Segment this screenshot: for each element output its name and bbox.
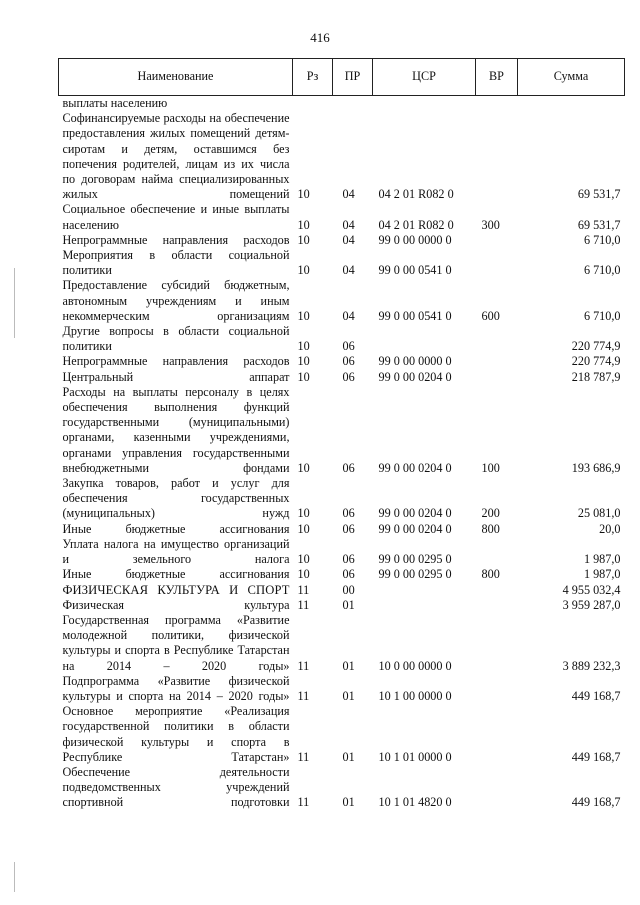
cell-vr (476, 583, 518, 598)
cell-name: Основное мероприятие «Реализация государственной политики в области физической культуры и спорта в Республике Татарстан» (62, 704, 290, 764)
margin-mark (14, 268, 15, 338)
cell-name: Расходы на выплаты персоналу в целях обеспечения выполнения функций государственными (муниципальными) органами, казенными учреждениями, органами управления государственными внебюджетными фондами (62, 384, 290, 475)
header-pr: ПР (333, 59, 373, 96)
cell-sum: 220 774,9 (571, 339, 621, 354)
cell-name: Центральный аппарат (62, 369, 290, 384)
cell-sum: 25 081,0 (577, 506, 621, 521)
table-row (59, 324, 625, 354)
cell-sum: 69 531,7 (577, 217, 621, 232)
cell-name: Предоставление субсидий бюджетным, автономным учреждениям и иным некоммерческим организациям (62, 278, 290, 323)
cell-vr (476, 674, 518, 704)
cell-vr (476, 96, 518, 112)
cell-csr: 04 2 01 R082 0 (378, 217, 454, 232)
cell-rz: 11 (297, 658, 310, 673)
cell-csr: 99 0 00 0295 0 (378, 552, 452, 567)
table-row (59, 354, 625, 369)
cell-name: Уплата налога на имущество организаций и земельного налога (62, 536, 290, 567)
cell-name: выплаты населению (62, 96, 168, 110)
cell-name: Софинансируемые расходы на обеспечение предоставления жилых помещений детям-сиротам и детям, оставшимся без попечения родителей, лицам из их числа по договорам найма специализированных жилых помещений (62, 111, 290, 202)
cell-pr: 00 (342, 582, 355, 597)
cell-sum: 3 959 287,0 (562, 597, 621, 612)
cell-pr: 01 (342, 658, 355, 673)
cell-vr (476, 537, 518, 567)
cell-rz: 10 (297, 567, 310, 582)
cell-csr: 04 2 01 R082 0 (378, 187, 454, 202)
cell-rz: 11 (297, 749, 310, 764)
cell-sum: 6 710,0 (583, 308, 621, 323)
cell-csr (373, 324, 476, 354)
cell-pr: 01 (342, 688, 355, 703)
table-header-row (59, 59, 625, 96)
cell-sum (518, 96, 625, 112)
cell-name: Обеспечение деятельности подведомственных учреждений спортивной подготовки (62, 764, 290, 810)
cell-csr: 10 1 00 0000 0 (378, 688, 452, 703)
cell-vr (476, 704, 518, 765)
cell-name: Иные бюджетные ассигнования (62, 567, 290, 582)
cell-sum: 220 774,9 (571, 354, 621, 369)
cell-rz: 10 (297, 521, 310, 536)
cell-name: Государственная программа «Развитие молодежной политики, физической культуры и спорта в Республике Татарстан на 2014 – 2020 годы» (62, 612, 290, 673)
cell-rz: 10 (297, 354, 310, 369)
header-name: Наименование (59, 59, 293, 96)
cell-csr (373, 598, 476, 613)
cell-vr (476, 613, 518, 674)
cell-name: Другие вопросы в области социальной политики (62, 324, 290, 354)
cell-vr (476, 324, 518, 354)
cell-vr (476, 598, 518, 613)
cell-vr (476, 370, 518, 385)
cell-vr: 600 (481, 308, 500, 323)
cell-sum: 69 531,7 (577, 187, 621, 202)
cell-rz: 11 (297, 582, 310, 597)
table-row (59, 583, 625, 598)
cell-rz (293, 96, 333, 112)
cell-csr: 99 0 00 0204 0 (378, 506, 452, 521)
budget-table (58, 58, 625, 811)
cell-name: Подпрограмма «Развитие физической культуры и спорта на 2014 – 2020 годы» (62, 673, 290, 703)
cell-pr (333, 96, 373, 112)
cell-csr: 99 0 00 0541 0 (378, 308, 452, 323)
cell-pr: 04 (342, 217, 355, 232)
table-row (59, 370, 625, 385)
cell-name: Закупка товаров, работ и услуг для обеспечения государственных (муниципальных) нужд (62, 476, 290, 521)
cell-sum: 20,0 (599, 521, 621, 536)
table-row (59, 567, 625, 582)
cell-rz: 11 (297, 597, 310, 612)
cell-pr: 01 (342, 749, 355, 764)
table-row (59, 522, 625, 537)
cell-vr (476, 354, 518, 369)
cell-pr: 06 (342, 369, 355, 384)
cell-vr (476, 248, 518, 278)
cell-pr: 01 (342, 597, 355, 612)
cell-csr: 10 1 01 0000 0 (378, 749, 452, 764)
margin-mark (14, 862, 15, 892)
cell-csr: 99 0 00 0000 0 (378, 232, 452, 247)
table-row (59, 202, 625, 232)
cell-rz: 10 (297, 506, 310, 521)
cell-sum: 3 889 232,3 (562, 658, 621, 673)
cell-sum: 1 987,0 (583, 552, 621, 567)
cell-vr: 800 (481, 567, 500, 582)
cell-csr: 99 0 00 0295 0 (378, 567, 452, 582)
cell-pr: 04 (342, 263, 355, 278)
cell-pr: 01 (342, 795, 355, 810)
cell-pr: 06 (342, 567, 355, 582)
cell-csr: 99 0 00 0000 0 (378, 354, 452, 369)
table-row (59, 111, 625, 202)
cell-sum: 449 168,7 (571, 795, 621, 810)
cell-pr: 06 (342, 506, 355, 521)
cell-name: Социальное обеспечение и иные выплаты населению (62, 202, 290, 232)
table-row (59, 385, 625, 476)
header-rz: Рз (293, 59, 333, 96)
cell-vr (476, 111, 518, 202)
cell-vr: 100 (481, 460, 500, 475)
cell-rz: 10 (297, 263, 310, 278)
cell-rz: 10 (297, 187, 310, 202)
table-row (59, 537, 625, 567)
cell-name: Непрограммные направления расходов (62, 232, 290, 247)
cell-rz: 10 (297, 339, 310, 354)
cell-csr (373, 96, 476, 112)
cell-pr: 04 (342, 308, 355, 323)
cell-sum: 449 168,7 (571, 749, 621, 764)
cell-name: Мероприятия в области социальной политики (62, 248, 290, 278)
table-row (59, 96, 625, 112)
cell-name: Иные бюджетные ассигнования (62, 521, 290, 536)
page-number: 416 (310, 30, 330, 45)
cell-pr: 04 (342, 232, 355, 247)
cell-rz: 10 (297, 217, 310, 232)
cell-pr: 06 (342, 460, 355, 475)
cell-sum: 193 686,9 (571, 460, 621, 475)
cell-sum: 6 710,0 (583, 232, 621, 247)
header-sum: Сумма (518, 59, 625, 96)
cell-vr: 300 (481, 217, 500, 232)
cell-rz: 11 (297, 688, 310, 703)
cell-rz: 10 (297, 552, 310, 567)
cell-rz: 10 (297, 460, 310, 475)
table-row (59, 278, 625, 324)
table-row (59, 674, 625, 704)
cell-pr: 06 (342, 339, 355, 354)
header-vr: ВР (476, 59, 518, 96)
cell-csr: 99 0 00 0541 0 (378, 263, 452, 278)
cell-sum: 6 710,0 (583, 263, 621, 278)
cell-sum: 218 787,9 (571, 369, 621, 384)
table-row (59, 765, 625, 811)
cell-csr: 99 0 00 0204 0 (378, 460, 452, 475)
cell-vr (476, 765, 518, 811)
cell-csr: 10 1 01 4820 0 (378, 795, 452, 810)
cell-csr (373, 583, 476, 598)
cell-rz: 10 (297, 369, 310, 384)
table-row (59, 704, 625, 765)
cell-csr: 99 0 00 0204 0 (378, 521, 452, 536)
cell-name: ФИЗИЧЕСКАЯ КУЛЬТУРА И СПОРТ (62, 582, 290, 597)
table-row (59, 598, 625, 613)
cell-sum: 4 955 032,4 (562, 582, 621, 597)
cell-sum: 449 168,7 (571, 688, 621, 703)
table-row (59, 248, 625, 278)
table-row (59, 613, 625, 674)
cell-rz: 11 (297, 795, 310, 810)
cell-name: Физическая культура (62, 597, 290, 612)
cell-csr: 99 0 00 0204 0 (378, 369, 452, 384)
cell-sum: 1 987,0 (583, 567, 621, 582)
table-row (59, 233, 625, 248)
cell-pr: 04 (342, 187, 355, 202)
table-body (59, 96, 625, 811)
cell-vr: 200 (481, 506, 500, 521)
table-row (59, 476, 625, 522)
cell-name: Непрограммные направления расходов (62, 354, 290, 369)
header-csr: ЦСР (373, 59, 476, 96)
cell-vr: 800 (481, 521, 500, 536)
cell-csr: 10 0 00 0000 0 (378, 658, 452, 673)
cell-rz: 10 (297, 308, 310, 323)
cell-pr: 06 (342, 552, 355, 567)
cell-vr (476, 233, 518, 248)
cell-rz: 10 (297, 232, 310, 247)
cell-pr: 06 (342, 521, 355, 536)
cell-pr: 06 (342, 354, 355, 369)
